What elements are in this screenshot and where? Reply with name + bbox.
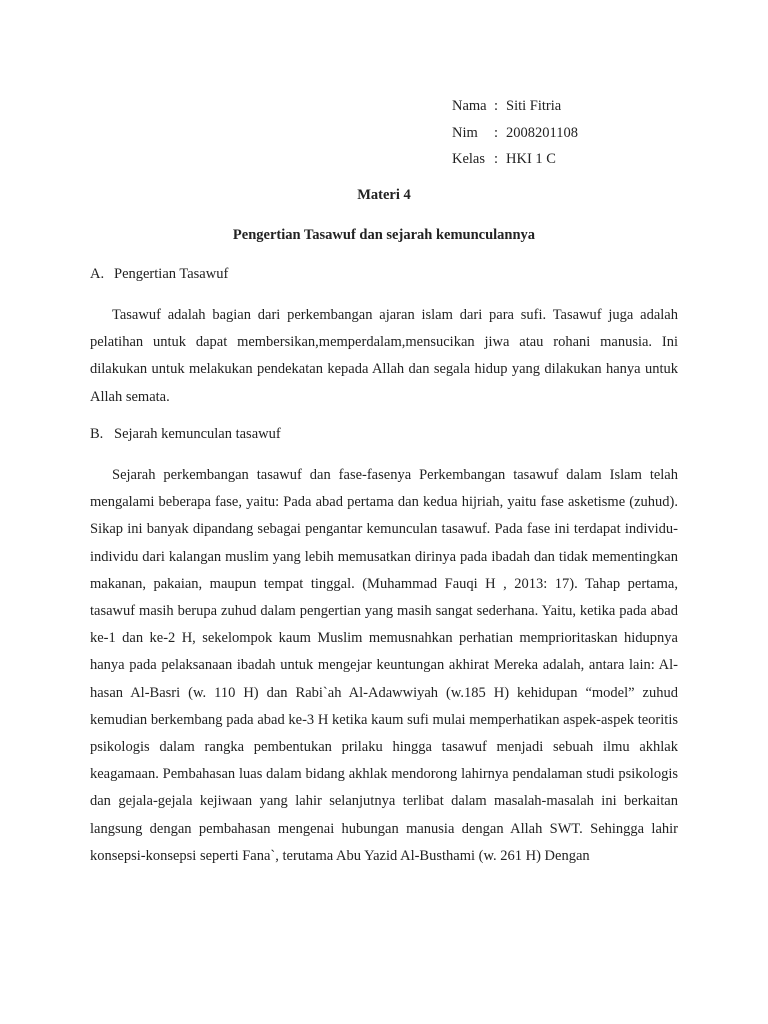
nim-label: Nim [452, 124, 478, 141]
section-b-heading-text: Sejarah kemunculan tasawuf [114, 426, 281, 442]
identity-block [452, 93, 578, 173]
kelas-separator: : [494, 151, 499, 167]
nim-value: 2008201108 [506, 124, 578, 141]
document-title: Materi 4 [357, 187, 411, 203]
section-a-marker: A. [90, 266, 105, 282]
nama-value: Siti Fitria [506, 98, 562, 114]
identity-row-kelas [452, 146, 578, 173]
section-b-paragraph: Sejarah perkembangan tasawuf dan fase-fasenya Perkembangan tasawuf dalam Islam telah mengalami beberapa fase, yaitu: Pada abad pertama dan kedua hijriah, yaitu fase asketisme (zuhud). Sikap ini banyak dipandang sebagai pengantar kemunculan tasawuf. Pada fase ini terdapat individu-individu dari kalangan muslim yang lebih memusatkan dirinya pada ibadah dan tidak mementingkan makanan, pakaian, maupun tempat tinggal. (Muhammad Fauqi H , 2013: 17). Tahap pertama, tasawuf masih berupa zuhud dalam pengertian yang masih sangat sederhana. Yaitu, ketika pada abad ke-1 dan ke-2 H, sekelompok kaum Muslim memusnahkan perhatian memprioritaskan hidupnya hanya pada pelaksanaan ibadah untuk mengejar keuntungan akhirat Mereka adalah, antara lain: Al-hasan Al-Basri (w. 110 H) dan Rabi`ah Al-Adawwiyah (w.185 H) kehidupan “model” zuhud kemudian berkembang pada abad ke-3 H ketika kaum sufi mulai memperhatikan aspek-aspek teoritis psikologis dalam rangka pembentukan prilaku hingga tasawuf menjadi sebuah ilmu akhlak keagamaan. Pembahasan luas dalam bidang akhlak mendorong lahirnya pendalaman studi psikologis dan gejala-gejala kejiwaan yang lahir selanjutnya terlibat dalam masalah-masalah ini berkaitan langsung dengan pembahasan mengenai hubungan manusia dengan Allah SWT. Sehingga lahir konsepsi-konsepsi seperti Fana`, terutama Abu Yazid Al-Busthami (w. 261 H) Dengan [90, 467, 678, 864]
identity-row-nama [452, 93, 578, 120]
section-b-heading [90, 426, 281, 443]
document-subtitle: Pengertian Tasawuf dan sejarah kemunculannya [232, 227, 536, 243]
section-a-paragraph: Tasawuf adalah bagian dari perkembangan ajaran islam dari para sufi. Tasawuf juga adalah pelatihan untuk dapat membersikan,memperdalam,mensucikan jiwa atau rohani manusia. Ini dilakukan untuk melakukan pendekatan kepada Allah dan segala hidup yang dilakukan hanya untuk Allah semata. [90, 307, 678, 405]
section-a-heading [90, 266, 228, 283]
kelas-value: HKI 1 C [506, 151, 556, 167]
nama-separator: : [494, 98, 499, 114]
nim-separator: : [494, 124, 499, 141]
identity-row-nim [452, 120, 578, 147]
kelas-label: Kelas [452, 151, 486, 167]
nama-label: Nama [452, 98, 487, 114]
section-b-marker: B. [90, 426, 104, 442]
section-a-heading-text: Pengertian Tasawuf [114, 266, 229, 282]
